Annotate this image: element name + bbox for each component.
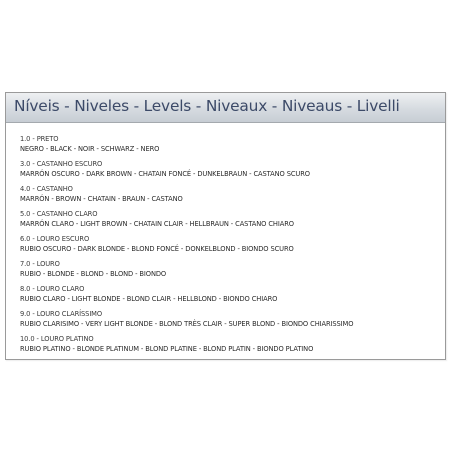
level-entry <box>20 159 440 184</box>
level-description: MARRÓN OSCURO - DARK BROWN - CHATAIN FONCÉ - DUNKELBRAUN - CASTANO SCURO <box>20 170 310 178</box>
card-header <box>6 93 445 123</box>
level-name: 4.0 - CASTANHO <box>20 185 73 193</box>
level-entry <box>20 234 440 259</box>
level-description: NEGRO - BLACK - NOIR - SCHWARZ - NERO <box>20 145 160 153</box>
level-entry <box>20 284 440 309</box>
card-title: Níveis - Niveles - Levels - Niveaux - Niveaus - Livelli <box>14 97 400 115</box>
level-entry <box>20 309 440 334</box>
level-entry <box>20 134 440 159</box>
level-name: 7.0 - LOURO <box>20 260 60 268</box>
level-name: 6.0 - LOURO ESCURO <box>20 235 90 243</box>
level-entry <box>20 259 440 284</box>
level-entry <box>20 209 440 234</box>
level-description: RUBIO CLARO - LIGHT BLONDE - BLOND CLAIR - HELLBLOND - BIONDO CHIARO <box>20 295 278 303</box>
level-name: 8.0 - LOURO CLARO <box>20 285 85 293</box>
level-description: MARRÓN CLARO - LIGHT BROWN - CHATAIN CLAIR - HELLBRAUN - CASTANO CHIARO <box>20 220 294 228</box>
level-name: 9.0 - LOURO CLARÍSSIMO <box>20 310 103 318</box>
level-description: RUBIO CLARISIMO - VERY LIGHT BLONDE - BLOND TRÈS CLAIR - SUPER BLOND - BIONDO CHIARISSIMO <box>20 320 354 328</box>
level-entry <box>20 334 440 359</box>
level-description: RUBIO PLATINO - BLONDE PLATINUM - BLOND PLATINE - BLOND PLATIN - BIONDO PLATINO <box>20 345 314 353</box>
levels-list <box>20 134 440 359</box>
level-name: 5.0 - CASTANHO CLARO <box>20 210 98 218</box>
level-description: MARRÓN - BROWN - CHATAIN - BRAUN - CASTANO <box>20 195 183 203</box>
level-description: RUBIO OSCURO - DARK BLONDE - BLOND FONCÉ - DONKELBLOND - BIONDO SCURO <box>20 245 294 253</box>
level-entry <box>20 184 440 209</box>
levels-card <box>5 92 446 360</box>
level-name: 10.0 - LOURO PLATINO <box>20 335 94 343</box>
level-name: 3.0 - CASTANHO ESCURO <box>20 160 103 168</box>
level-description: RUBIO - BLONDE - BLOND - BLOND - BIONDO <box>20 270 167 278</box>
level-name: 1.0 - PRETO <box>20 135 59 143</box>
